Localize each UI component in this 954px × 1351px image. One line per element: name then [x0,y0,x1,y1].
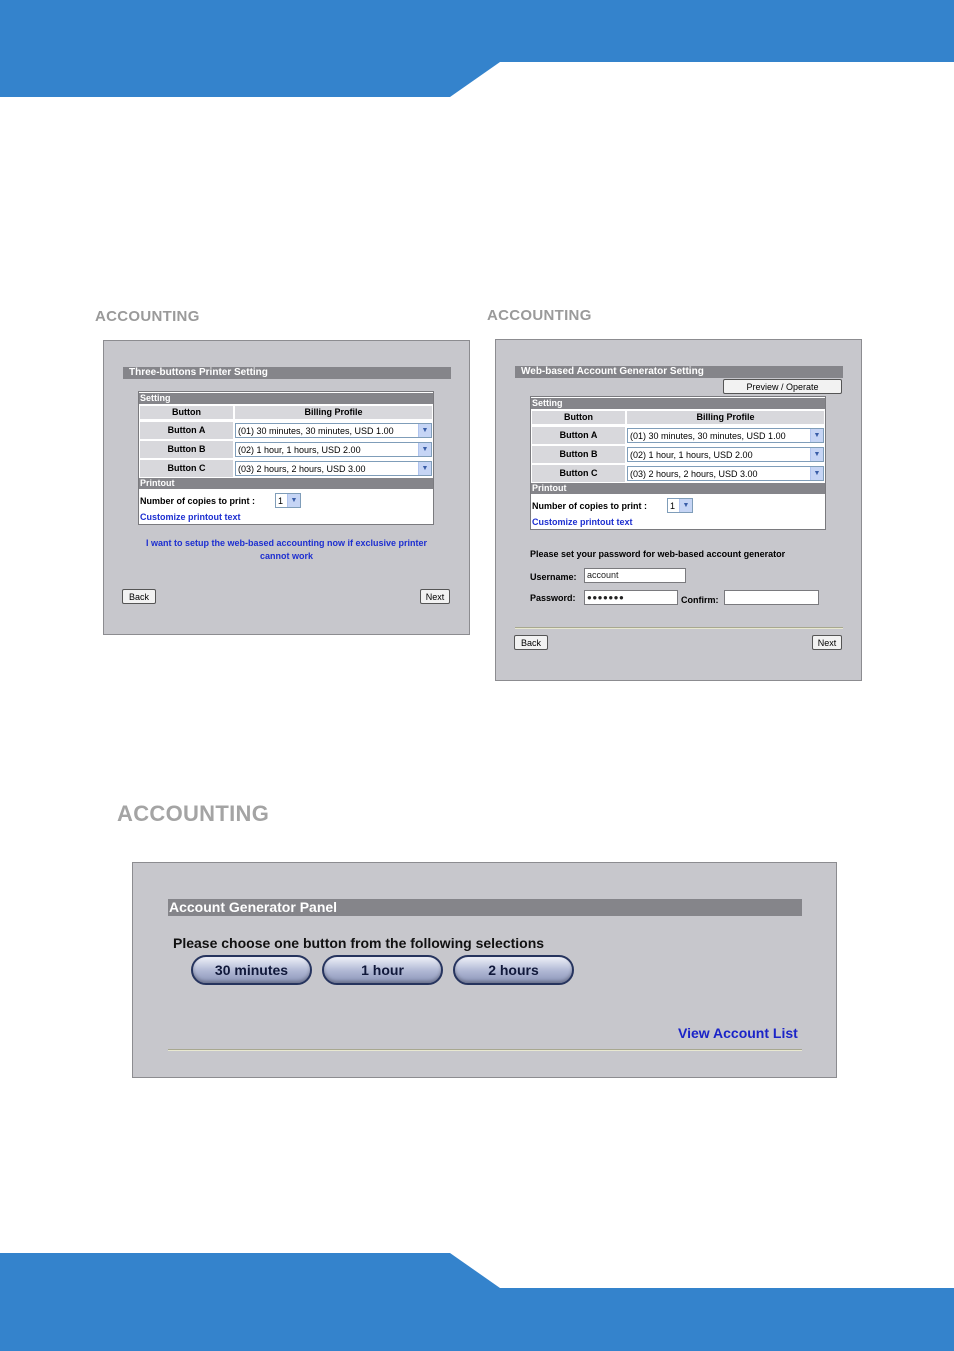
col-button-header: Button [140,406,233,419]
password-field[interactable]: ●●●●●●● [584,590,678,605]
copies-select[interactable]: 1 ▼ [275,493,301,508]
divider [515,627,843,629]
web-based-setup-link-line2[interactable]: cannot work [259,551,313,561]
username-field[interactable]: account [584,568,686,583]
row-label-button-a: Button A [140,422,233,439]
chevron-down-icon: ▼ [810,429,823,442]
back-button[interactable]: Back [514,635,548,650]
panel1-settings-table [138,391,434,525]
confirm-label: Confirm: [681,595,719,605]
chevron-down-icon: ▼ [287,494,300,507]
copies-label: Number of copies to print : [532,501,648,511]
col-button-header: Button [532,411,625,424]
password-prompt: Please set your password for web-based account generator [530,549,786,559]
billing-select-button-b[interactable]: (02) 1 hour, 1 hours, USD 2.00 ▼ [627,447,824,462]
printout-header: Printout [139,478,433,489]
bottom-banner [0,1253,954,1351]
customize-printout-link[interactable]: Customize printout text [532,517,633,527]
view-account-list-link[interactable]: View Account List [678,1025,798,1041]
divider [168,1049,802,1051]
billing-select-button-c[interactable]: (03) 2 hours, 2 hours, USD 3.00 ▼ [235,461,432,476]
panel1-title-bar: Three-buttons Printer Setting [123,367,451,379]
chevron-down-icon: ▼ [810,448,823,461]
billing-select-button-b[interactable]: (02) 1 hour, 1 hours, USD 2.00 ▼ [235,442,432,457]
top-banner [0,0,954,98]
preview-operate-button[interactable]: Preview / Operate [723,379,842,394]
billing-select-button-a[interactable]: (01) 30 minutes, 30 minutes, USD 1.00 ▼ [627,428,824,443]
three-buttons-printer-panel [103,340,470,635]
password-label: Password: [530,593,576,603]
col-billing-header: Billing Profile [627,411,824,424]
setting-header: Setting [139,393,433,404]
30-minutes-button[interactable]: 30 minutes [191,955,312,985]
col-billing-header: Billing Profile [235,406,432,419]
copies-label: Number of copies to print : [140,496,256,506]
panel3-heading: ACCOUNTING [117,801,270,826]
chevron-down-icon: ▼ [418,443,431,456]
panel2-settings-table [530,396,826,530]
chevron-down-icon: ▼ [679,499,692,512]
billing-select-button-a[interactable]: (01) 30 minutes, 30 minutes, USD 1.00 ▼ [235,423,432,438]
billing-select-button-c[interactable]: (03) 2 hours, 2 hours, USD 3.00 ▼ [627,466,824,481]
1-hour-button[interactable]: 1 hour [322,955,443,985]
printout-header: Printout [531,483,825,494]
panel1-heading: ACCOUNTING [95,308,200,325]
panel3-title-bar: Account Generator Panel [168,899,802,916]
next-button[interactable]: Next [812,635,842,650]
panel2-heading: ACCOUNTING [487,307,592,324]
selection-prompt: Please choose one button from the following selections [173,935,545,951]
copies-select[interactable]: 1 ▼ [667,498,693,513]
panel2-title-bar: Web-based Account Generator Setting [515,366,843,378]
row-label-button-c: Button C [532,465,625,482]
setting-header: Setting [531,398,825,409]
row-label-button-b: Button B [532,446,625,463]
username-label: Username: [530,572,577,582]
row-label-button-b: Button B [140,441,233,458]
row-label-button-a: Button A [532,427,625,444]
chevron-down-icon: ▼ [418,424,431,437]
row-label-button-c: Button C [140,460,233,477]
account-generator-panel [132,862,837,1078]
chevron-down-icon: ▼ [810,467,823,480]
back-button[interactable]: Back [122,589,156,604]
next-button[interactable]: Next [420,589,450,604]
confirm-field[interactable] [724,590,819,605]
2-hours-button[interactable]: 2 hours [453,955,574,985]
web-based-account-generator-panel [495,339,862,681]
chevron-down-icon: ▼ [418,462,431,475]
web-based-setup-link-line1[interactable]: I want to setup the web-based accounting now if exclusive printer [145,538,428,548]
customize-printout-link[interactable]: Customize printout text [140,512,241,522]
